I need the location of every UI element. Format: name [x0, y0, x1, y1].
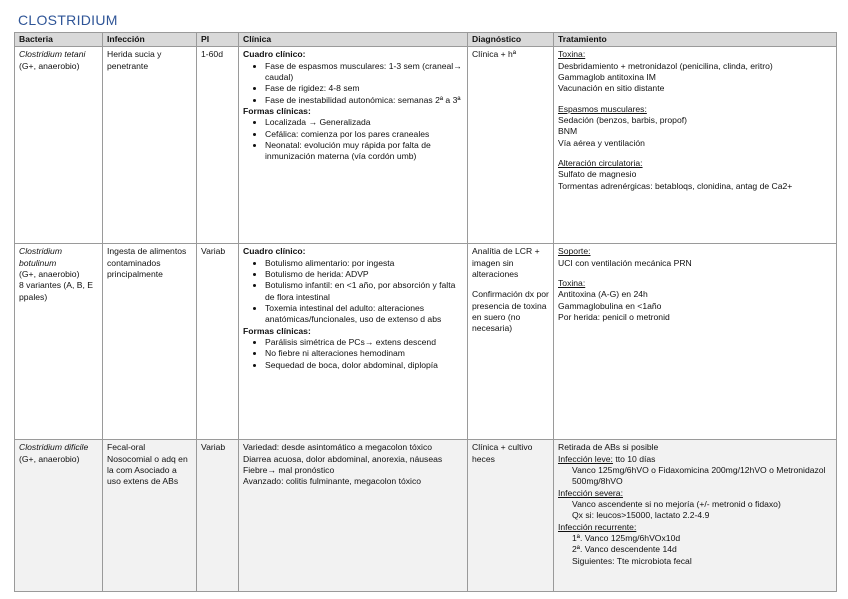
- clinica-line: Avanzado: colitis fulminante, megacolon tóxico: [243, 476, 422, 487]
- list-item: • Localizada → Generalizada: [265, 117, 463, 128]
- trat-heading: Infección severa:: [558, 487, 623, 498]
- list-item: • Botulismo alimentario: por ingesta: [265, 258, 463, 269]
- bacteria-cell: [15, 244, 103, 440]
- infeccion-cell: Herida sucia y penetrante: [103, 47, 197, 244]
- trat-line: Vanco ascendente si no mejoría (+/- metronid o fidaxo): [572, 499, 781, 510]
- bacteria-type: (G+, anaerobio): [19, 60, 80, 71]
- clostridium-table: [14, 32, 837, 592]
- trat-line-leve: [558, 454, 832, 465]
- formas-heading: Formas clínicas:: [243, 106, 311, 117]
- tratamiento-cell: [554, 440, 837, 592]
- trat-line: Vacunación en sitio distante: [558, 83, 665, 94]
- trat-line: Siguientes: Tte microbiota fecal: [572, 555, 692, 566]
- infeccion-cell: Fecal-oral Nosocomial o adq en la com Asociado a uso extens de ABs: [103, 440, 197, 592]
- infeccion-cell: Ingesta de alimentos contaminados principalmente: [103, 244, 197, 440]
- list-item: • Fase de inestabilidad autonómica: semanas 2ª a 3ª: [265, 95, 463, 106]
- clinica-list: [243, 258, 463, 326]
- clinica-line: Variedad: desde asintomático a megacolon tóxico: [243, 442, 433, 453]
- list-item: • Fase de espasmos musculares: 1-3 sem (craneal→ caudal): [265, 61, 463, 84]
- bacteria-type: (G+, anaerobio): [19, 453, 80, 464]
- table-header-row: [15, 33, 837, 47]
- trat-line: Desbridamiento + metronidazol (penicilina, clinda, eritro): [558, 60, 773, 71]
- trat-heading: Alteración circulatoria:: [558, 158, 643, 169]
- diag-line: Confirmación dx por presencia de toxina en suero (no necesaria): [472, 289, 549, 334]
- trat-heading: Toxina:: [558, 49, 586, 60]
- trat-line: Gammaglob antitoxina IM: [558, 72, 656, 83]
- trat-line: Tormentas adrenérgicas: betabloqs, clonidina, antag de Ca2+: [558, 180, 793, 191]
- tratamiento-cell: [554, 47, 837, 244]
- clinica-cell: [239, 47, 468, 244]
- diagnostico-cell: Clínica + cultivo heces: [468, 440, 554, 592]
- header-pi: PI: [197, 33, 239, 47]
- pi-cell: 1-60d: [197, 47, 239, 244]
- trat-heading: Infección leve:: [558, 453, 613, 464]
- trat-heading: Infección recurrente:: [558, 521, 637, 532]
- trat-line: UCI con ventilación mecánica PRN: [558, 257, 692, 268]
- header-bacteria: Bacteria: [15, 33, 103, 47]
- clinica-cell: [239, 244, 468, 440]
- list-item: • Parálisis simétrica de PCs→ extens descend: [265, 337, 463, 348]
- trat-line: Sulfato de magnesio: [558, 169, 637, 180]
- pi-cell: Variab: [197, 244, 239, 440]
- clinica-line: Diarrea acuosa, dolor abdominal, anorexia, náuseas: [243, 453, 443, 464]
- trat-line: BNM: [558, 126, 578, 137]
- clinica-cell: [239, 440, 468, 592]
- header-diagnostico: Diagnóstico: [468, 33, 554, 47]
- trat-line: 2ª. Vanco descendente 14d: [572, 544, 677, 555]
- formas-list: [243, 117, 463, 162]
- clinica-heading: Cuadro clínico:: [243, 246, 306, 257]
- clinica-line: Fiebre→ mal pronóstico: [243, 465, 335, 476]
- bacteria-cell: [15, 47, 103, 244]
- trat-line: Qx si: leucos>15000, lactato 2.2-4.9: [572, 510, 710, 521]
- list-item: • Fase de rigidez: 4-8 sem: [265, 83, 463, 94]
- page-title: CLOSTRIDIUM: [18, 12, 118, 28]
- trat-line: Retirada de ABs si posible: [558, 442, 659, 453]
- trat-heading: Espasmos musculares:: [558, 103, 647, 114]
- table-row-dificile: [15, 440, 837, 592]
- pi-cell: Variab: [197, 440, 239, 592]
- list-item: • Botulismo de herida: ADVP: [265, 269, 463, 280]
- diag-line: Analítia de LCR + imagen sin alteraciones: [472, 246, 540, 280]
- trat-heading: Toxina:: [558, 278, 586, 289]
- trat-line: 1ª. Vanco 125mg/6hVOx10d: [572, 533, 681, 544]
- list-item: • Sequedad de boca, dolor abdominal, diplopía: [265, 360, 463, 371]
- trat-line: Sedación (benzos, barbis, propof): [558, 115, 687, 126]
- formas-list: [243, 337, 463, 371]
- bacteria-type: (G+, anaerobio): [19, 269, 80, 280]
- clinica-heading: Cuadro clínico:: [243, 49, 306, 60]
- list-item: • No fiebre ni alteraciones hemodinam: [265, 348, 463, 359]
- trat-line: Vía aérea y ventilación: [558, 137, 645, 148]
- table-row-botulinum: [15, 244, 837, 440]
- bacteria-name: Clostridium botulinum: [19, 246, 62, 268]
- diagnostico-cell: Clínica + hª: [468, 47, 554, 244]
- header-infeccion: Infección: [103, 33, 197, 47]
- diagnostico-cell: [468, 244, 554, 440]
- clinica-list: [243, 61, 463, 106]
- table-row-tetani: [15, 47, 837, 244]
- list-item: • Neonatal: evolución muy rápida por falta de inmunización materna (vía cordón umb): [265, 140, 463, 163]
- bacteria-name: Clostridium dificile: [19, 442, 89, 453]
- list-item: • Cefálica: comienza por los pares craneales: [265, 129, 463, 140]
- formas-heading: Formas clínicas:: [243, 325, 311, 336]
- bacteria-name: Clostridium tetani: [19, 49, 86, 60]
- bacteria-variants: 8 variantes (A, B, E ppales): [19, 280, 94, 302]
- header-clinica: Clínica: [239, 33, 468, 47]
- list-item: • Botulismo infantil: en <1 año, por absorción y falta de flora intestinal: [265, 280, 463, 303]
- tratamiento-cell: [554, 244, 837, 440]
- list-item: • Toxemia intestinal del adulto: alteraciones anatómicas/funcionales, uso de extenso d abs: [265, 303, 463, 326]
- trat-line: Por herida: penicil o metronid: [558, 312, 670, 323]
- trat-line: Antitoxina (A-G) en 24h: [558, 289, 648, 300]
- trat-line: Gammaglobulina en <1año: [558, 300, 662, 311]
- trat-line: Vanco 125mg/6hVO o Fidaxomicina 200mg/12hVO o Metronidazol 500mg/8hVO: [572, 465, 826, 487]
- trat-heading: Soporte:: [558, 246, 591, 257]
- bacteria-cell: [15, 440, 103, 592]
- trat-heading-tail: tto 10 días: [612, 453, 656, 464]
- header-tratamiento: Tratamiento: [554, 33, 837, 47]
